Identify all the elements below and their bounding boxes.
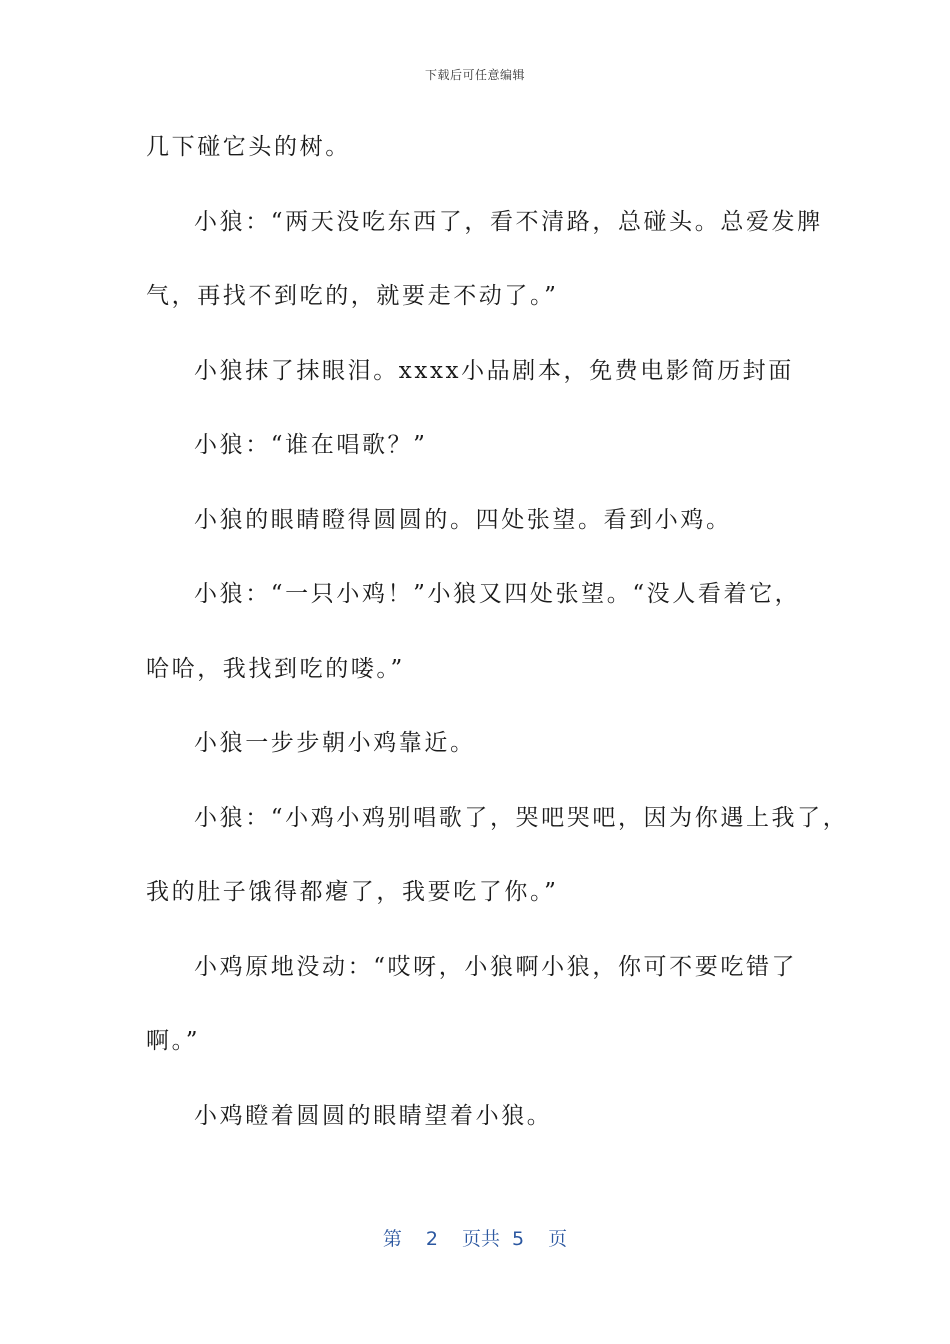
footer-label-page-end: 页 bbox=[548, 1228, 568, 1250]
body-line: 小狼的眼睛瞪得圆圆的。四处张望。看到小鸡。 bbox=[194, 506, 732, 533]
body-line: 小狼：“小鸡小鸡别唱歌了，哭吧哭吧，因为你遇上我了， bbox=[194, 804, 849, 831]
body-line: 哈哈，我找到吃的喽。” bbox=[146, 655, 405, 682]
body-line: 气，再找不到吃的，就要走不动了。” bbox=[146, 283, 559, 309]
body-line: 几下碰它头的树。 bbox=[146, 134, 351, 160]
document-body bbox=[146, 124, 849, 1167]
body-line: 我的肚子饿得都瘪了，我要吃了你。” bbox=[146, 879, 559, 905]
footer-current-page: 2 bbox=[425, 1228, 438, 1250]
footer-label-of: 页共 bbox=[461, 1228, 500, 1250]
body-line: 小狼：“一只小鸡！”小狼又四处张望。“没人看着它， bbox=[194, 581, 801, 607]
body-line: 小狼：“两天没吃东西了，看不清路，总碰头。总爱发脾 bbox=[194, 208, 823, 235]
footer-total-pages: 5 bbox=[512, 1228, 525, 1250]
body-line: 小鸡瞪着圆圆的眼睛望着小狼。 bbox=[194, 1102, 553, 1129]
body-line: 小狼一步步朝小鸡靠近。 bbox=[194, 730, 476, 756]
body-line: 啊。” bbox=[146, 1028, 201, 1054]
body-line: 小鸡原地没动：“哎呀，小狼啊小狼，你可不要吃错了 bbox=[194, 953, 798, 980]
body-line: 小狼抹了抹眼泪。xxxx小品剧本，免费电影简历封面 bbox=[194, 357, 794, 384]
page-header: 下载后可任意编辑 bbox=[424, 68, 525, 82]
page-footer bbox=[0, 1224, 950, 1251]
body-line: 小狼：“谁在唱歌？” bbox=[194, 432, 428, 458]
footer-label-page: 第 bbox=[382, 1228, 402, 1250]
